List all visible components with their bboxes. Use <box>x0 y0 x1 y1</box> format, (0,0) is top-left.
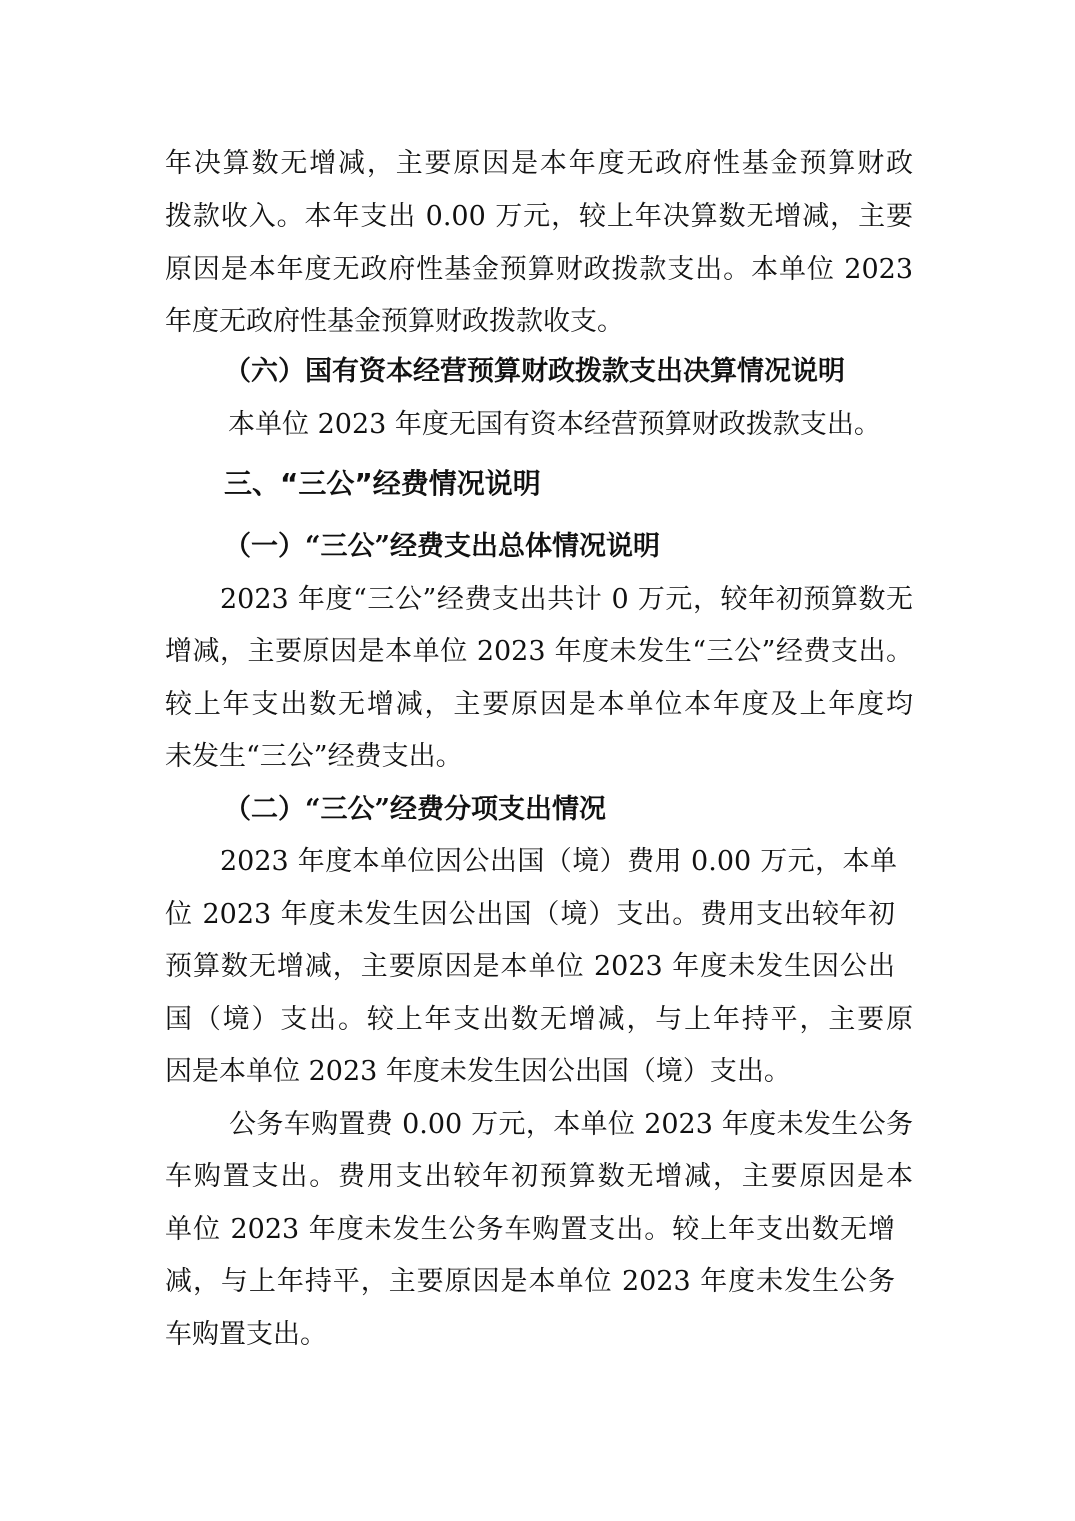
paragraph-line: 单位 2023 年度未发生公务车购置支出。较上年支出数无增 <box>165 1214 895 1245</box>
paragraph-line: 车购置支出。费用支出较年初预算数无增减，主要原因是本 <box>165 1161 913 1192</box>
paragraph-line: 2023 年度“三公”经费支出共计 0 万元，较年初预算数无 <box>220 584 913 615</box>
paragraph-line: 年决算数无增减，主要原因是本年度无政府性基金预算财政 <box>165 148 913 179</box>
paragraph-line: 预算数无增减，主要原因是本单位 2023 年度未发生因公出 <box>165 951 895 982</box>
subsection-heading: （二）“三公”经费分项支出情况 <box>224 794 607 825</box>
paragraph-line: 车购置支出。 <box>165 1319 327 1350</box>
subsection-heading: （一）“三公”经费支出总体情况说明 <box>224 531 661 562</box>
section-heading: （六）国有资本经营预算财政拨款支出决算情况说明 <box>224 356 845 387</box>
paragraph-line: 2023 年度本单位因公出国（境）费用 0.00 万元，本单 <box>220 846 897 877</box>
paragraph-line: 国（境）支出。较上年支出数无增减，与上年持平，主要原 <box>165 1004 913 1035</box>
chapter-heading: 三、“三公”经费情况说明 <box>224 467 541 500</box>
paragraph-line: 拨款收入。本年支出 0.00 万元，较上年决算数无增减，主要 <box>165 201 913 232</box>
paragraph-line: 位 2023 年度未发生因公出国（境）支出。费用支出较年初 <box>165 899 895 930</box>
paragraph-line: 本单位 2023 年度无国有资本经营预算财政拨款支出。 <box>228 409 881 440</box>
paragraph-line: 增减，主要原因是本单位 2023 年度未发生“三公”经费支出。 <box>165 636 913 667</box>
paragraph-line: 原因是本年度无政府性基金预算财政拨款支出。本单位 2023 <box>165 254 913 285</box>
paragraph-line: 减，与上年持平，主要原因是本单位 2023 年度未发生公务 <box>165 1266 895 1297</box>
paragraph-line: 年度无政府性基金预算财政拨款收支。 <box>165 306 624 337</box>
paragraph-line: 较上年支出数无增减，主要原因是本单位本年度及上年度均 <box>165 689 913 720</box>
paragraph-line: 公务车购置费 0.00 万元，本单位 2023 年度未发生公务 <box>229 1109 913 1140</box>
paragraph-line: 因是本单位 2023 年度未发生因公出国（境）支出。 <box>165 1056 791 1087</box>
paragraph-line: 未发生“三公”经费支出。 <box>165 741 463 772</box>
